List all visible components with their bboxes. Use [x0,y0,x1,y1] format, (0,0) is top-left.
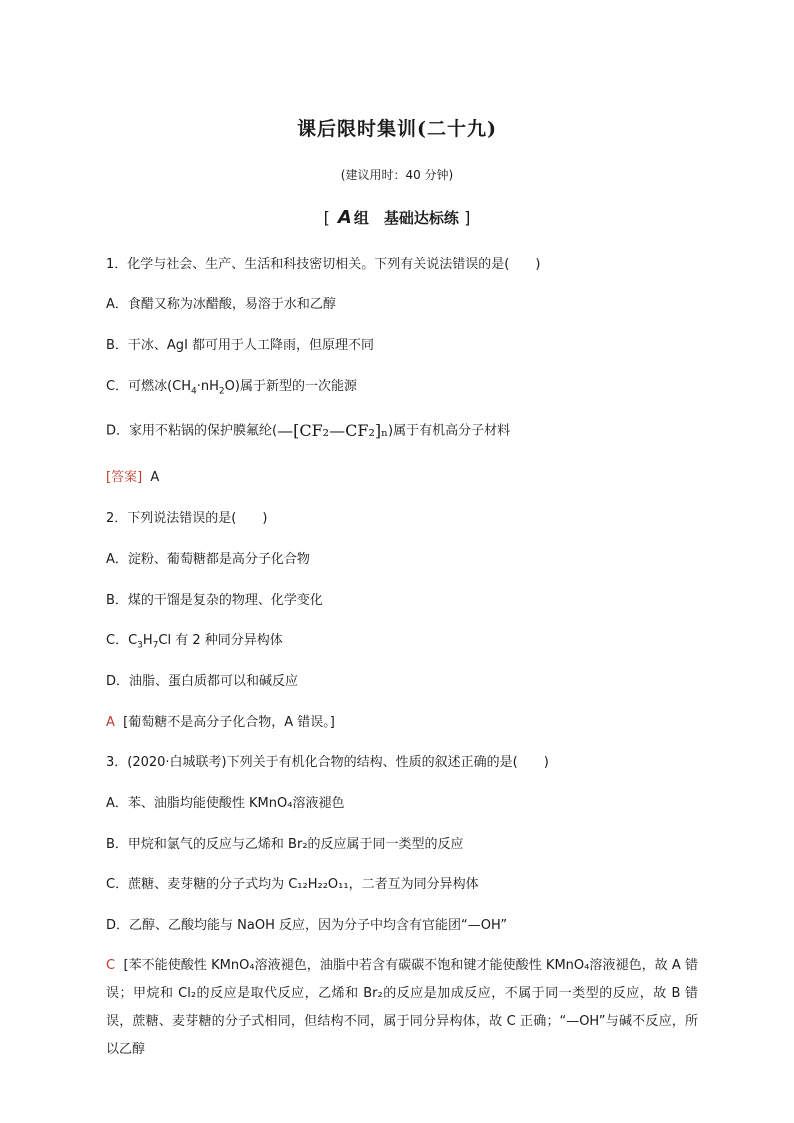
q2-stem: 2．下列说法错误的是( ) [106,511,268,526]
q2-explanation: [葡萄糖不是高分子化合物，A 错误。] [123,715,335,730]
q3-option-d: D．乙醇、乙酸均能与 NaOH 反应，因为分子中均含有官能团“—OH” [106,918,508,933]
q2-c-mid: H [142,633,153,648]
q1-d-pre: D．家用不粘锅的保护膜氟纶( [106,423,278,439]
q3-option-b: B．甲烷和氯气的反应与乙烯和 Br₂的反应属于同一类型的反应 [106,837,464,852]
q2-c-sub1: 3 [137,640,143,651]
q2-option-a: A．淀粉、葡萄糖都是高分子化合物 [106,552,310,567]
group-bracket-close: ] [464,208,471,227]
q2-option-b: B．煤的干馏是复杂的物理、化学变化 [106,593,323,608]
group-letter: A [337,207,352,228]
q3-stem: 3．(2020·白城联考)下列关于有机化合物的结构、性质的叙述正确的是( ) [106,755,549,770]
q1-answer-value: A [150,470,160,485]
q2-answer-letter: A [106,715,115,730]
q2-option-c [106,632,283,655]
q1-d-post: )属于有机高分子材料 [388,423,511,439]
q1-c-pre: C．可燃冰(CH [106,379,192,394]
suggested-time: (建议用时：40 分钟) [340,168,454,182]
q1-answer [106,469,159,487]
q1-option-a: A．食醋又称为冰醋酸，易溶于水和乙醇 [106,297,336,312]
group-heading [0,207,794,228]
q1-option-d [106,422,510,441]
q1-option-b: B．干冰、AgI 都可用于人工降雨，但原理不同 [106,338,375,353]
q2-option-d: D．油脂、蛋白质都可以和碱反应 [106,674,299,689]
group-label: 组 基础达标练 [353,209,459,227]
q1-c-post: O)属于新型的一次能源 [224,379,357,394]
q3-answer-letter: C [106,958,116,973]
q2-c-post: Cl 有 2 种同分异构体 [158,633,283,648]
q2-c-sub2: 7 [152,640,159,651]
q2-answer [106,714,335,732]
q3-option-a: A．苯、油脂均能使酸性 KMnO₄溶液褪色 [106,796,345,811]
q1-c-sub1: 4 [191,386,197,397]
q1-c-mid: ·nH [196,379,219,394]
answer-tag: [答案] [106,470,143,485]
q1-c-sub2: 2 [218,386,225,397]
page-title: 课后限时集训(二十九) [297,118,497,140]
q3-explanation: [苯不能使酸性 KMnO₄溶液褪色，油脂中若含有碳碳不饱和键才能使酸性 KMnO₄溶液褪色，故 A 错误；甲烷和 Cl₂的反应是取代反应，乙烯和 Br₂的反应是加成反应，不属于同一类型的反应，故 B 错误，蔗糖、麦芽糖的分子式相同，但结构不同，属于同分异构体，故 C 正确；“—OH”与碱不反应，所以乙醇 [106,958,699,1057]
q3-option-c: C．蔗糖、麦芽糖的分子式均为 C₁₂H₂₂O₁₁，二者互为同分异构体 [106,877,479,892]
q1-option-c [106,378,357,401]
q3-answer [106,952,698,1064]
teflon-polymer-formula: —[CF₂—CF₂]ₙ [277,421,389,440]
q1-stem: 1．化学与社会、生产、生活和科技密切相关。下列有关说法错误的是( ) [106,257,541,272]
q2-c-pre: C．C [106,633,138,648]
group-bracket-open: [ [323,208,330,227]
